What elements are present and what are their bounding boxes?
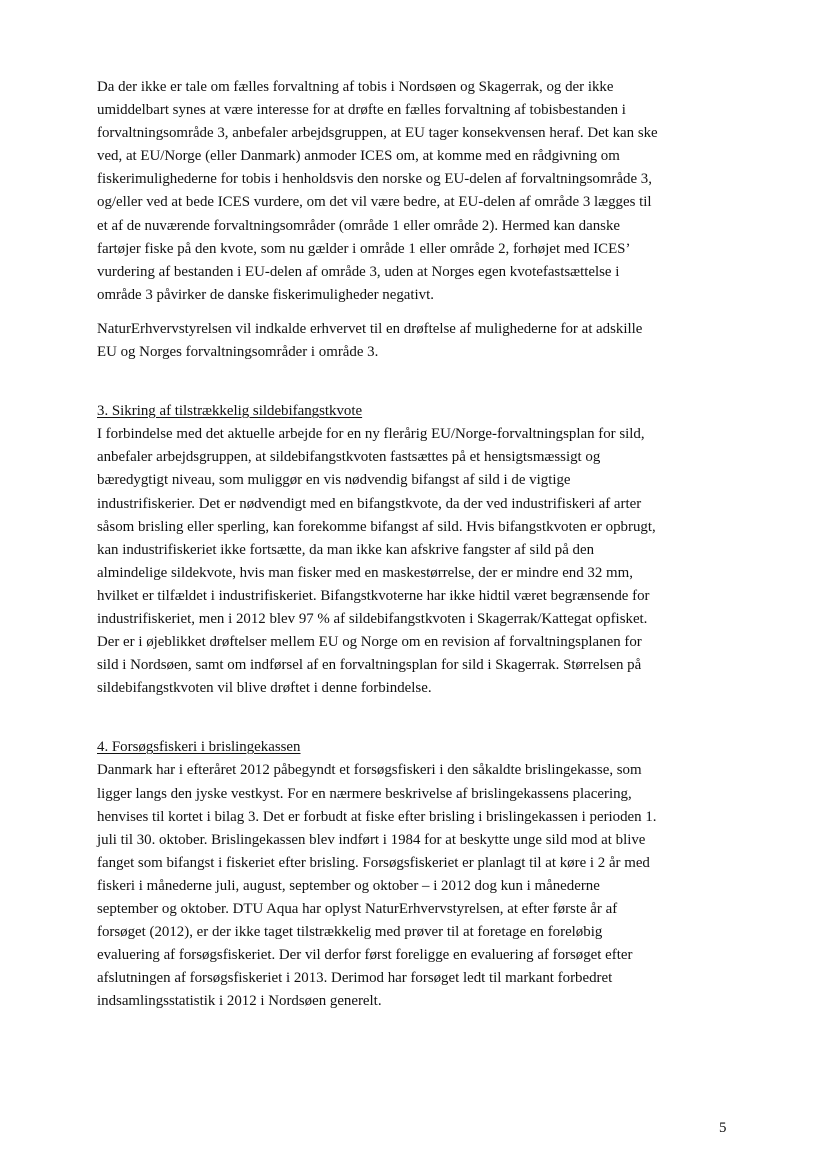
- text-line: såsom brisling eller sperling, kan forekomme bifangst af sild. Hvis bifangstkvoten er opbrugt,: [97, 518, 656, 535]
- text-line: fiskerimulighederne for tobis i henholdsvis den norske og EU-delen af forvaltningsområde 3,: [97, 171, 652, 188]
- section-heading: 4. Forsøgsfiskeri i brislingekassen: [97, 739, 301, 756]
- text-line: Da der ikke er tale om fælles forvaltning af tobis i Nordsøen og Skagerrak, og der ikke: [97, 79, 614, 95]
- section-brislingekassen: [97, 736, 737, 1013]
- text-line: et af de nuværende forvaltningsområder (område 1 eller område 2). Hermed kan danske: [97, 217, 621, 234]
- text-line: forvaltningsområde 3, anbefaler arbejdsgruppen, at EU tager konsekvensen heraf. Det kan ske: [97, 125, 658, 142]
- paragraph-sildebifangst: [97, 423, 737, 700]
- text-line: umiddelbart synes at være interesse for at drøfte en fælles forvaltning af tobisbestanden i: [97, 102, 626, 119]
- text-line: og/eller ved at bede ICES vurdere, om det vil være bedre, at EU-delen af område 3 lægges til: [97, 194, 652, 211]
- text-line: sildebifangstkvoten vil blive drøftet i denne forbindelse.: [97, 680, 432, 697]
- text-line: industrifiskerier. Det er nødvendigt med en bifangstkvote, da der ved industrifiskeri af arter: [97, 495, 642, 512]
- text-line: Danmark har i efteråret 2012 påbegyndt et forsøgsfiskeri i den såkaldte brislingekasse, som: [97, 762, 642, 779]
- text-line: henvises til kortet i bilag 3. Det er forbudt at fiske efter brisling i brislingekassen i perioden 1.: [97, 808, 657, 825]
- text-line: fiskeri i månederne juli, august, september og oktober – i 2012 dog kun i månederne: [97, 877, 600, 894]
- text-line: NaturErhvervstyrelsen vil indkalde erhvervet til en drøftelse af mulighederne for at adskille: [97, 320, 643, 337]
- text-line: september og oktober. DTU Aqua har oplyst NaturErhvervstyrelsen, at efter første år af: [97, 901, 618, 917]
- text-line: bæredygtigt niveau, som muliggør en vis nødvendig bifangst af sild i de vigtige: [97, 472, 571, 489]
- text-line: ved, at EU/Norge (eller Danmark) anmoder ICES om, at komme med en rådgivning om: [97, 148, 620, 165]
- text-line: vurdering af bestanden i EU-delen af område 3, uden at Norges egen kvotefastsættelse i: [97, 263, 620, 280]
- document-page: [97, 76, 737, 1013]
- text-line: almindelige sildekvote, hvis man fisker med en maskestørrelse, der er mindre end 32 mm,: [97, 564, 633, 581]
- text-line: ligger langs den jyske vestkyst. For en nærmere beskrivelse af brislingekassens placering,: [97, 785, 632, 802]
- text-line: fanget som bifangst i fiskeriet efter brisling. Forsøgsfiskeriet er planlagt til at køre i 2 år med: [97, 854, 650, 871]
- text-line: industrifiskeriet, men i 2012 blev 97 % af sildebifangstkvoten i Skagerrak/Kattegat opfisket.: [97, 610, 648, 627]
- text-line: juli til 30. oktober. Brislingekassen blev indført i 1984 for at beskytte unge sild mod at blive: [97, 831, 646, 848]
- section-heading: 3. Sikring af tilstrækkelig sildebifangstkvote: [97, 403, 363, 420]
- section-sildebifangst: [97, 400, 737, 700]
- section-tobis: [97, 76, 737, 364]
- text-line: sild i Nordsøen, samt om indførsel af en forvaltningsplan for sild i Skagerrak. Størrelsen på: [97, 657, 642, 674]
- text-line: EU og Norges forvaltningsområder i område 3.: [97, 344, 379, 361]
- paragraph-brislingekassen: [97, 759, 737, 1013]
- page-number: 5: [719, 1120, 727, 1136]
- text-line: forsøget (2012), er der ikke taget tilstrækkelig med prøver til at foretage en foreløbig: [97, 924, 603, 941]
- text-line: afslutningen af forsøgsfiskeriet i 2013. Derimod har forsøget ledt til markant forbedret: [97, 970, 613, 987]
- text-line: Der er i øjeblikket drøftelser mellem EU og Norge om en revision af forvaltningsplanen for: [97, 634, 642, 651]
- text-line: anbefaler arbejdsgruppen, at sildebifangstkvoten fastsættes på et hensigtsmæssigt og: [97, 449, 601, 466]
- text-line: I forbindelse med det aktuelle arbejde for en ny flerårig EU/Norge-forvaltningsplan for sild,: [97, 426, 645, 443]
- text-line: evaluering af forsøgsfiskeriet. Der vil derfor først foreligge en evaluering af forsøget efter: [97, 947, 633, 964]
- paragraph-naturerhverv: [97, 318, 737, 364]
- text-line: indsamlingsstatistik i 2012 i Nordsøen generelt.: [97, 993, 382, 1010]
- text-line: område 3 påvirker de danske fiskerimuligheder negativt.: [97, 286, 434, 303]
- paragraph-tobis-management: [97, 76, 737, 307]
- text-line: kan industrifiskeriet ikke fortsætte, da man ikke kan afskrive fangster af sild på den: [97, 541, 595, 558]
- text-line: fartøjer fiske på den kvote, som nu gælder i område 1 eller område 2, forhøjet med ICES’: [97, 240, 631, 257]
- text-line: hvilket er tilfældet i industrifiskeriet. Bifangstkvoterne har ikke hidtil været begrænsende for: [97, 587, 650, 604]
